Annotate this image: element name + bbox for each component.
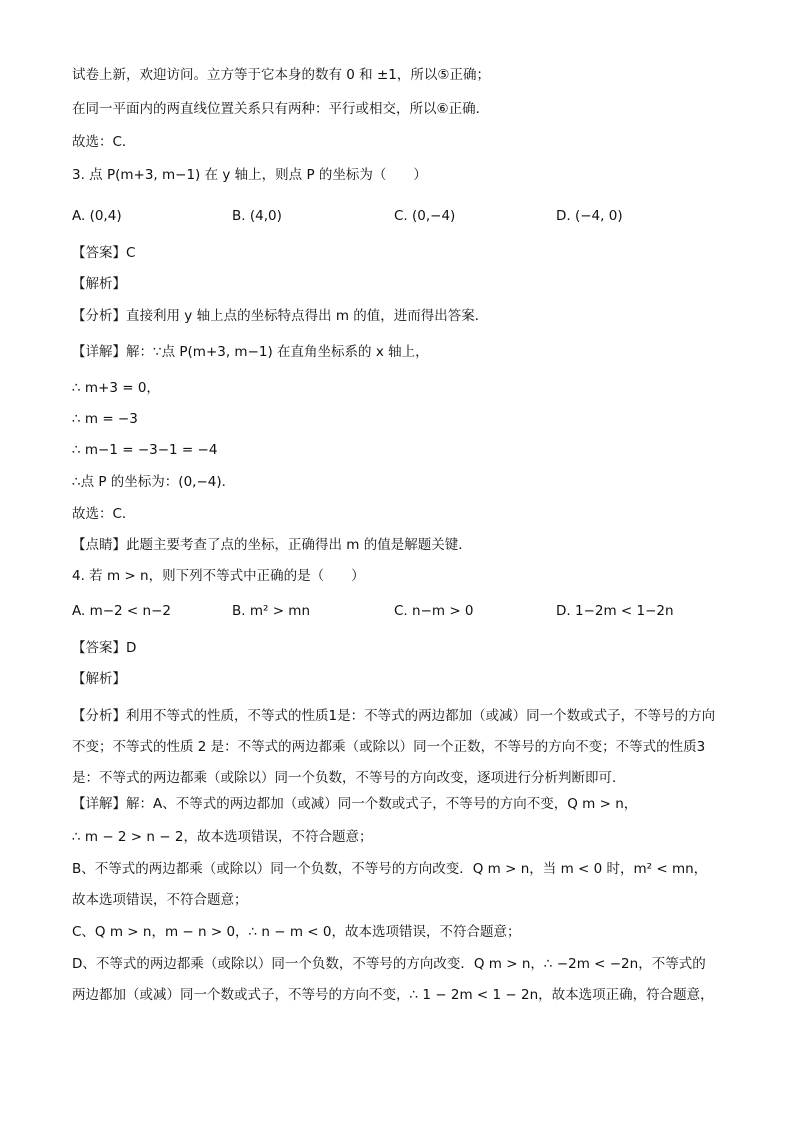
question-4-options <box>72 602 732 620</box>
text-line: D、不等式的两边都乘（或除以）同一个负数，不等号的方向改变．Q m > n，∴ −2m < −2n，不等式的 <box>72 956 706 972</box>
answer-label: 【答案】D <box>72 640 137 656</box>
text-line: 故选：C． <box>72 134 136 150</box>
answer-label: 【答案】C <box>72 245 136 261</box>
option-c: C. n−m > 0 <box>394 603 474 619</box>
option-c: C. (0,−4) <box>394 208 456 224</box>
text-line: C、Q m > n，m − n > 0，∴ n − m < 0，故本选项错误，不符合题意； <box>72 924 521 940</box>
text-line: 【点睛】此题主要考查了点的坐标，正确得出 m 的值是解题关键． <box>72 537 472 553</box>
text-line: 故选：C． <box>72 506 136 522</box>
math-line: ∴ m−1 = −3−1 = −4 <box>72 442 218 458</box>
question-3-options <box>72 207 732 225</box>
text-line: 【详解】解：A、不等式的两边都加（或减）同一个数或式子，不等号的方向不变，Q m > n， <box>72 796 638 812</box>
text-line: 【分析】直接利用 y 轴上点的坐标特点得出 m 的值，进而得出答案． <box>72 308 489 324</box>
math-line: ∴ m = −3 <box>72 411 138 427</box>
math-line: ∴点 P 的坐标为：(0,−4)． <box>72 474 236 490</box>
analysis-label: 【解析】 <box>72 276 126 292</box>
text-line: 故本选项错误，不符合题意； <box>72 892 248 908</box>
text-line: 在同一平面内的两直线位置关系只有两种：平行或相交，所以⑥正确． <box>72 101 490 117</box>
option-d: D. 1−2m < 1−2n <box>556 603 674 619</box>
text-paragraph: 【分析】利用不等式的性质，不等式的性质1是：不等式的两边都加（或减）同一个数或式子，不等号的方向不变；不等式的性质 2 是：不等式的两边都乘（或除以）同一个正数，不等号的方向不变；不等式的性质3是：不等式的两边都乘（或除以）同一个负数，不等号的方向改变，逐项进行分析判断即可． <box>72 708 716 786</box>
text-line: 两边都加（或减）同一个数或式子，不等号的方向不变，∴ 1 − 2m < 1 − 2n，故本选项正确，符合题意， <box>72 987 714 1003</box>
question-4-stem: 4. 若 m > n，则下列不等式中正确的是（ ） <box>72 568 365 584</box>
text-line: 试卷上新，欢迎访问。立方等于它本身的数有 0 和 ±1，所以⑤正确； <box>72 67 490 83</box>
option-a: A. (0,4) <box>72 208 122 224</box>
text-line: 【详解】解：∵点 P(m+3, m−1) 在直角坐标系的 x 轴上， <box>72 344 429 360</box>
question-3-stem: 3. 点 P(m+3, m−1) 在 y 轴上，则点 P 的坐标为（ ） <box>72 167 427 183</box>
option-b: B. m² > mn <box>232 603 311 619</box>
option-d: D. (−4, 0) <box>556 208 623 224</box>
option-b: B. (4,0) <box>232 208 282 224</box>
math-line: ∴ m − 2 > n − 2，故本选项错误，不符合题意； <box>72 829 373 845</box>
option-a: A. m−2 < n−2 <box>72 603 171 619</box>
analysis-label: 【解析】 <box>72 671 126 687</box>
text-line: B、不等式的两边都乘（或除以）同一个负数，不等号的方向改变．Q m > n，当 m < 0 时，m² < mn， <box>72 861 708 877</box>
math-line: ∴ m+3 = 0， <box>72 380 160 396</box>
